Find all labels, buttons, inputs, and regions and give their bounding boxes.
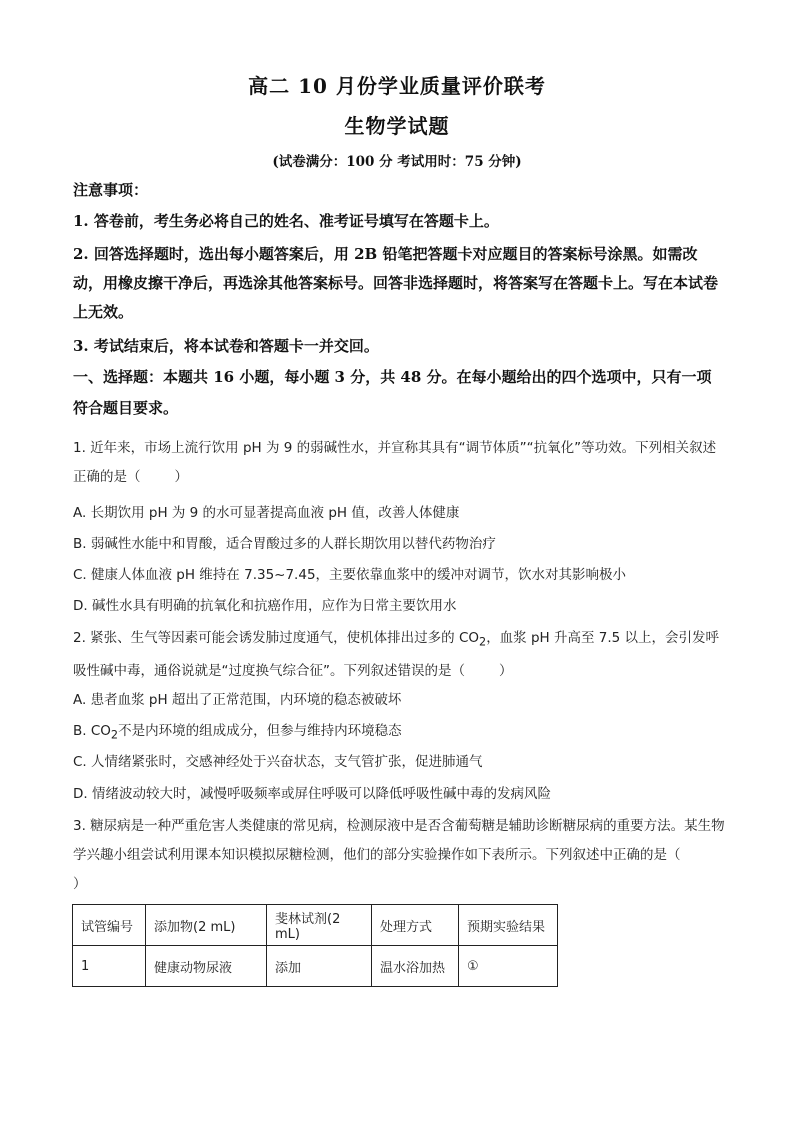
table-row	[73, 946, 558, 987]
experiment-table	[72, 904, 558, 987]
table-header-cell: 预期实验结果	[459, 905, 558, 946]
table-header-row	[73, 905, 558, 946]
table-header-cell: 斐林试剂(2 mL)	[267, 905, 372, 946]
exam-info: (试卷满分：100 分 考试用时：75 分钟)	[272, 154, 522, 170]
question-3-stem: 3. 糖尿病是一种严重危害人类健康的常见病，检测尿液中是否含葡萄糖是辅助诊断糖尿病的重要方法。某生物学兴趣小组尝试利用课本知识模拟尿糖检测，他们的部分实验操作如下表所示。下列叙述中正确的是（）	[73, 818, 725, 892]
table-cell: ①	[459, 946, 558, 987]
question-2-option-d: D. 情绪波动较大时，减慢呼吸频率或屏住呼吸可以降低呼吸性碱中毒的发病风险	[73, 786, 551, 802]
question-1-option-b: B. 弱碱性水能中和胃酸，适合胃酸过多的人群长期饮用以替代药物治疗	[73, 536, 496, 552]
notice-item-3: 3. 考试结束后，将本试卷和答题卡一并交回。	[73, 337, 379, 355]
notice-item-2: 2. 回答选择题时，选出每小题答案后，用 2B 铅笔把答题卡对应题目的答案标号涂黑。如需改动，用橡皮擦干净后，再选涂其他答案标号。回答非选择题时，将答案写在答题卡上。写在本试卷上无效。	[73, 245, 719, 321]
exam-title: 高二 10 月份学业质量评价联考	[248, 74, 546, 98]
question-1-stem: 1. 近年来，市场上流行饮用 pH 为 9 的弱碱性水，并宣称其具有“调节体质”“抗氧化”等功效。下列相关叙述正确的是（ ）	[73, 440, 717, 485]
table-cell: 健康动物尿液	[146, 946, 267, 987]
question-2-option-a: A. 患者血浆 pH 超出了正常范围，内环境的稳态被破坏	[73, 692, 402, 708]
question-1-text: 1. 近年来，市场上流行饮用 pH 为 9 的弱碱性水，并宣称其具有“调节体质”“抗氧化”等功效。下列相关叙述正确的是（	[73, 440, 717, 485]
exam-subject: 生物学试题	[344, 114, 450, 138]
table-header-cell: 试管编号	[73, 905, 146, 946]
question-2-stem: 2. 紧张、生气等因素可能会诱发肺过度通气，使机体排出过多的 $CO_2$，血浆 pH 升高至 7.5 以上，会引发呼吸性碱中毒，通俗说就是“过度换气综合征”。下列叙述错误的是（ ）	[73, 630, 720, 679]
question-2-option-b: B. $CO_2$不是内环境的组成成分，但参与维持内环境稳态	[73, 723, 402, 742]
table-cell: 1	[73, 946, 146, 987]
question-1-option-a: A. 长期饮用 pH 为 9 的水可显著提高血液 pH 值，改善人体健康	[73, 505, 460, 521]
question-1-option-d: D. 碱性水具有明确的抗氧化和抗癌作用，应作为日常主要饮用水	[73, 598, 457, 614]
table-cell: 添加	[267, 946, 372, 987]
question-1-option-c: C. 健康人体血液 pH 维持在 7.35~7.45，主要依靠血浆中的缓冲对调节，饮水对其影响极小	[73, 567, 627, 583]
notice-item-1: 1. 答卷前，考生务必将自己的姓名、准考证号填写在答题卡上。	[73, 212, 499, 230]
table-header-cell: 添加物(2 mL)	[146, 905, 267, 946]
question-2-option-c: C. 人情绪紧张时，交感神经处于兴奋状态，支气管扩张，促进肺通气	[73, 754, 483, 770]
section-heading: 一、选择题：本题共 16 小题，每小题 3 分，共 48 分。在每小题给出的四个选项中，只有一项符合题目要求。	[73, 368, 712, 417]
table-header-cell: 处理方式	[372, 905, 459, 946]
notice-heading: 注意事项：	[73, 181, 149, 199]
subscript-2: 2	[479, 635, 487, 649]
table-cell: 温水浴加热	[372, 946, 459, 987]
